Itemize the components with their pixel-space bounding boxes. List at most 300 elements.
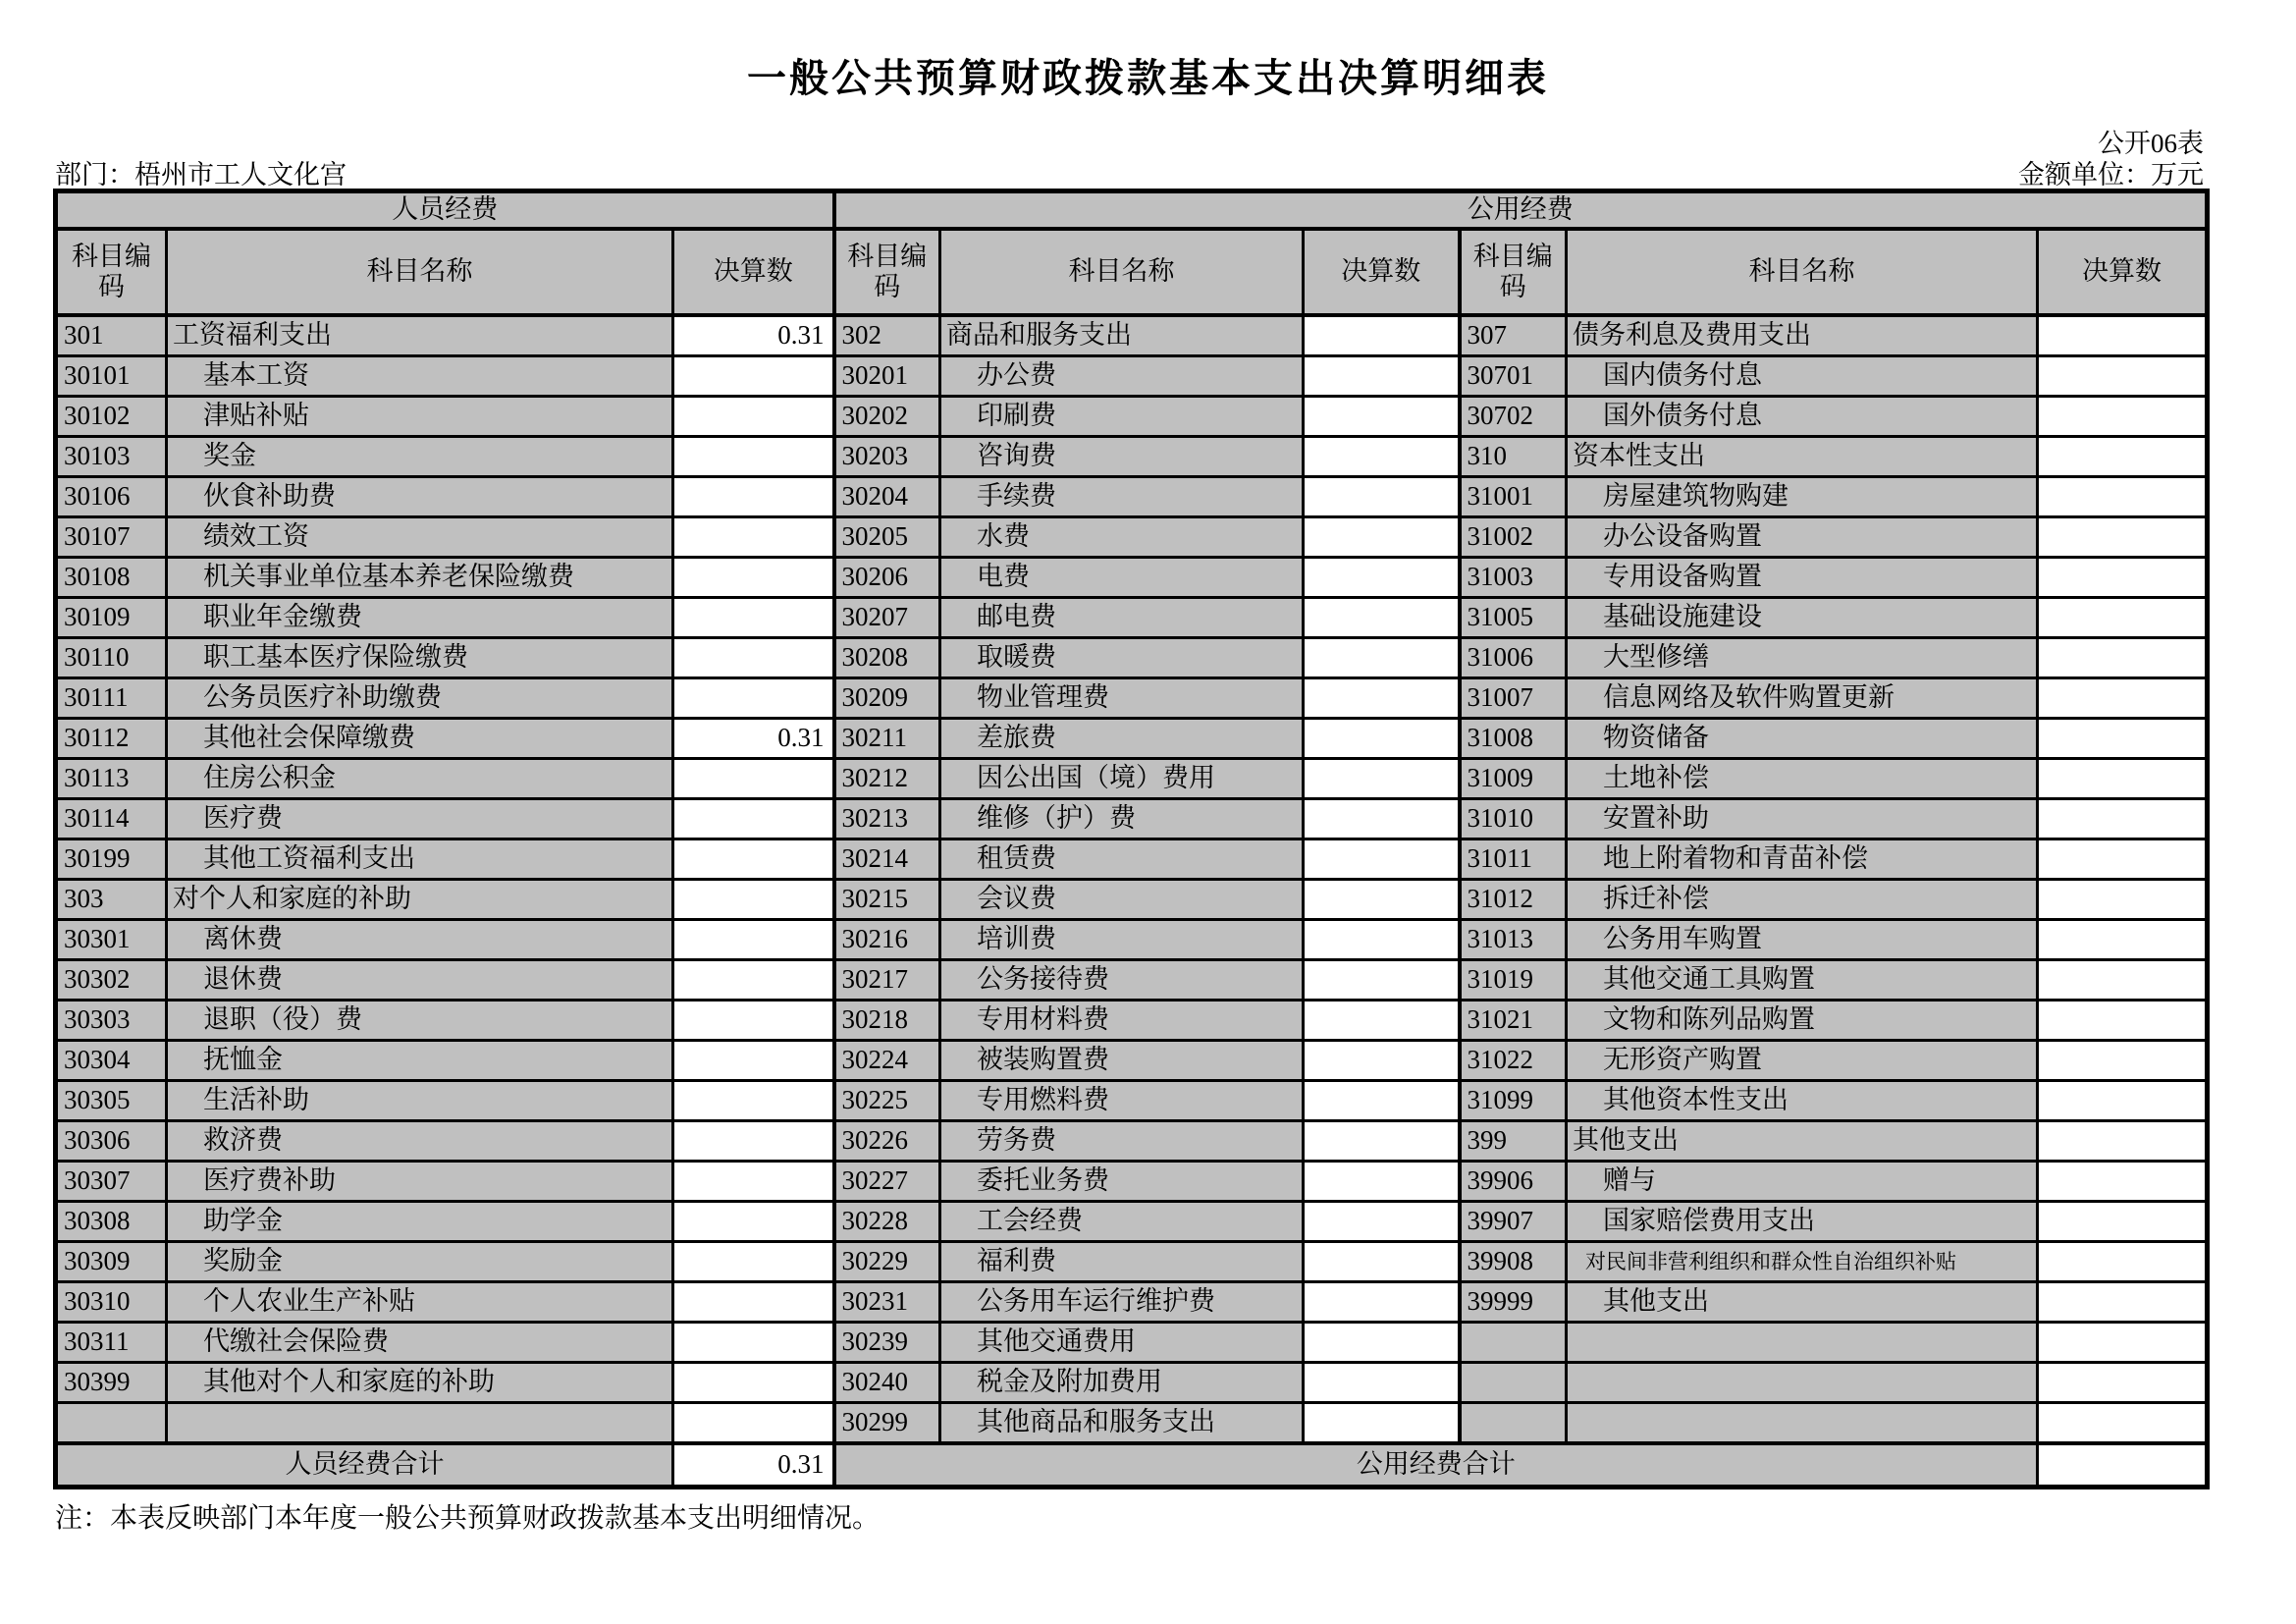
final-amount-cell bbox=[2038, 638, 2208, 678]
subject-name-cell: 物资储备 bbox=[1567, 719, 2038, 759]
subject-name-cell: 医疗费补助 bbox=[167, 1162, 673, 1202]
table-row bbox=[56, 839, 2208, 880]
table-row bbox=[56, 719, 2208, 759]
col-header-subject-name: 科目名称 bbox=[167, 229, 673, 315]
final-amount-cell bbox=[1304, 1363, 1460, 1403]
subject-name-cell: 奖励金 bbox=[167, 1242, 673, 1282]
final-amount-cell bbox=[2038, 437, 2208, 477]
final-amount-cell bbox=[2038, 517, 2208, 558]
subject-code-cell: 30302 bbox=[56, 960, 167, 1001]
subject-code-cell: 31003 bbox=[1460, 558, 1567, 598]
subject-name-cell: 手续费 bbox=[940, 477, 1304, 517]
subject-code-cell: 30202 bbox=[834, 397, 940, 437]
subject-code-cell: 31007 bbox=[1460, 678, 1567, 719]
final-amount-cell bbox=[2038, 960, 2208, 1001]
final-amount-cell bbox=[1304, 638, 1460, 678]
subject-name-cell: 商品和服务支出 bbox=[940, 315, 1304, 356]
subject-code-cell: 30211 bbox=[834, 719, 940, 759]
subject-name-cell: 电费 bbox=[940, 558, 1304, 598]
final-amount-cell bbox=[2038, 356, 2208, 397]
final-amount-cell bbox=[673, 1001, 834, 1041]
table-row bbox=[56, 1282, 2208, 1323]
final-amount-cell bbox=[673, 477, 834, 517]
subject-name-cell bbox=[1567, 1403, 2038, 1444]
final-amount-cell: 0.31 bbox=[673, 719, 834, 759]
subject-code-cell: 30209 bbox=[834, 678, 940, 719]
final-amount-cell bbox=[2038, 839, 2208, 880]
subject-code-cell: 30207 bbox=[834, 598, 940, 638]
page-title: 一般公共预算财政拨款基本支出决算明细表 bbox=[747, 56, 1549, 100]
subject-code-cell: 30228 bbox=[834, 1202, 940, 1242]
subject-code-cell: 30217 bbox=[834, 960, 940, 1001]
table-row bbox=[56, 558, 2208, 598]
final-amount-cell bbox=[1304, 1121, 1460, 1162]
subject-name-cell: 被装购置费 bbox=[940, 1041, 1304, 1081]
subject-name-cell: 医疗费 bbox=[167, 799, 673, 839]
subject-name-cell: 培训费 bbox=[940, 920, 1304, 960]
subject-name-cell: 信息网络及软件购置更新 bbox=[1567, 678, 2038, 719]
subject-name-cell: 专用燃料费 bbox=[940, 1081, 1304, 1121]
subject-code-cell: 30215 bbox=[834, 880, 940, 920]
column-header-row bbox=[56, 229, 2208, 315]
final-amount-cell bbox=[2038, 1121, 2208, 1162]
expenditure-detail-table bbox=[53, 189, 2210, 1489]
subject-name-cell: 债务利息及费用支出 bbox=[1567, 315, 2038, 356]
final-amount-cell bbox=[2038, 315, 2208, 356]
public-total-label: 公用经费合计 bbox=[834, 1443, 2038, 1488]
subject-name-cell: 住房公积金 bbox=[167, 759, 673, 799]
final-amount-cell bbox=[2038, 397, 2208, 437]
subject-name-cell: 抚恤金 bbox=[167, 1041, 673, 1081]
final-amount-cell bbox=[673, 1041, 834, 1081]
table-row bbox=[56, 1121, 2208, 1162]
col-header-subject-name: 科目名称 bbox=[940, 229, 1304, 315]
final-amount-cell bbox=[1304, 1242, 1460, 1282]
subject-name-cell: 职工基本医疗保险缴费 bbox=[167, 638, 673, 678]
final-amount-cell bbox=[1304, 1403, 1460, 1444]
final-amount-cell bbox=[2038, 759, 2208, 799]
subject-name-cell: 个人农业生产补贴 bbox=[167, 1282, 673, 1323]
final-amount-cell bbox=[673, 1323, 834, 1363]
personnel-group-header: 人员经费 bbox=[56, 191, 834, 230]
col-header-subject-code: 科目编码 bbox=[1460, 229, 1567, 315]
subject-name-cell: 伙食补助费 bbox=[167, 477, 673, 517]
subject-code-cell: 307 bbox=[1460, 315, 1567, 356]
subject-name-cell: 咨询费 bbox=[940, 437, 1304, 477]
subject-code-cell: 30205 bbox=[834, 517, 940, 558]
final-amount-cell bbox=[1304, 437, 1460, 477]
final-amount-cell bbox=[673, 1121, 834, 1162]
subject-code-cell: 30305 bbox=[56, 1081, 167, 1121]
subject-name-cell: 基础设施建设 bbox=[1567, 598, 2038, 638]
subject-name-cell: 专用材料费 bbox=[940, 1001, 1304, 1041]
footnote: 注：本表反映部门本年度一般公共预算财政拨款基本支出明细情况。 bbox=[55, 1503, 881, 1534]
final-amount-cell bbox=[2038, 1202, 2208, 1242]
final-amount-cell bbox=[673, 1282, 834, 1323]
subject-code-cell: 39908 bbox=[1460, 1242, 1567, 1282]
subject-code-cell: 31099 bbox=[1460, 1081, 1567, 1121]
final-amount-cell bbox=[2038, 678, 2208, 719]
subject-code-cell bbox=[1460, 1323, 1567, 1363]
final-amount-cell bbox=[1304, 477, 1460, 517]
subject-code-cell: 30304 bbox=[56, 1041, 167, 1081]
subject-name-cell: 会议费 bbox=[940, 880, 1304, 920]
col-header-final-amount: 决算数 bbox=[1304, 229, 1460, 315]
table-row bbox=[56, 1323, 2208, 1363]
table-row bbox=[56, 920, 2208, 960]
subject-code-cell: 30204 bbox=[834, 477, 940, 517]
final-amount-cell bbox=[1304, 397, 1460, 437]
subject-name-cell: 公务员医疗补助缴费 bbox=[167, 678, 673, 719]
col-header-final-amount: 决算数 bbox=[2038, 229, 2208, 315]
subject-name-cell bbox=[1567, 1323, 2038, 1363]
subject-code-cell: 30199 bbox=[56, 839, 167, 880]
subject-name-cell: 其他资本性支出 bbox=[1567, 1081, 2038, 1121]
final-amount-cell bbox=[673, 839, 834, 880]
subject-code-cell: 30213 bbox=[834, 799, 940, 839]
final-amount-cell bbox=[2038, 558, 2208, 598]
subject-name-cell: 其他社会保障缴费 bbox=[167, 719, 673, 759]
final-amount-cell bbox=[2038, 1363, 2208, 1403]
final-amount-cell bbox=[2038, 598, 2208, 638]
subject-code-cell: 30214 bbox=[834, 839, 940, 880]
subject-code-cell: 39999 bbox=[1460, 1282, 1567, 1323]
final-amount-cell bbox=[673, 558, 834, 598]
subject-code-cell: 30113 bbox=[56, 759, 167, 799]
final-amount-cell bbox=[673, 920, 834, 960]
subject-name-cell: 国内债务付息 bbox=[1567, 356, 2038, 397]
personnel-total-value: 0.31 bbox=[673, 1443, 834, 1488]
subject-code-cell: 30307 bbox=[56, 1162, 167, 1202]
public-group-header: 公用经费 bbox=[834, 191, 2208, 230]
subject-name-cell: 公务用车运行维护费 bbox=[940, 1282, 1304, 1323]
table-row bbox=[56, 1162, 2208, 1202]
final-amount-cell bbox=[1304, 558, 1460, 598]
subject-code-cell: 30309 bbox=[56, 1242, 167, 1282]
subject-name-cell: 救济费 bbox=[167, 1121, 673, 1162]
subject-code-cell: 30208 bbox=[834, 638, 940, 678]
subject-code-cell: 30203 bbox=[834, 437, 940, 477]
subject-code-cell: 31012 bbox=[1460, 880, 1567, 920]
subject-name-cell: 其他交通费用 bbox=[940, 1323, 1304, 1363]
subject-code-cell: 30299 bbox=[834, 1403, 940, 1444]
subject-name-cell: 机关事业单位基本养老保险缴费 bbox=[167, 558, 673, 598]
final-amount-cell bbox=[1304, 920, 1460, 960]
final-amount-cell bbox=[673, 1363, 834, 1403]
col-header-subject-code: 科目编码 bbox=[834, 229, 940, 315]
subject-code-cell: 30201 bbox=[834, 356, 940, 397]
final-amount-cell bbox=[2038, 477, 2208, 517]
final-amount-cell bbox=[1304, 1202, 1460, 1242]
subject-name-cell: 邮电费 bbox=[940, 598, 1304, 638]
table-row bbox=[56, 1363, 2208, 1403]
subject-code-cell: 301 bbox=[56, 315, 167, 356]
final-amount-cell bbox=[673, 799, 834, 839]
final-amount-cell bbox=[2038, 1282, 2208, 1323]
subject-code-cell: 30206 bbox=[834, 558, 940, 598]
final-amount-cell bbox=[1304, 1162, 1460, 1202]
final-amount-cell bbox=[1304, 1282, 1460, 1323]
final-amount-cell bbox=[2038, 1162, 2208, 1202]
final-amount-cell bbox=[673, 678, 834, 719]
subject-name-cell: 办公费 bbox=[940, 356, 1304, 397]
subject-code-cell: 30102 bbox=[56, 397, 167, 437]
final-amount-cell: 0.31 bbox=[673, 315, 834, 356]
subject-name-cell: 文物和陈列品购置 bbox=[1567, 1001, 2038, 1041]
table-row bbox=[56, 1001, 2208, 1041]
subject-code-cell: 30311 bbox=[56, 1323, 167, 1363]
subject-code-cell: 30109 bbox=[56, 598, 167, 638]
final-amount-cell bbox=[673, 397, 834, 437]
subject-name-cell: 其他支出 bbox=[1567, 1282, 2038, 1323]
subject-name-cell: 土地补偿 bbox=[1567, 759, 2038, 799]
subject-code-cell: 302 bbox=[834, 315, 940, 356]
final-amount-cell bbox=[673, 517, 834, 558]
table-row bbox=[56, 397, 2208, 437]
subject-name-cell: 物业管理费 bbox=[940, 678, 1304, 719]
table-row bbox=[56, 315, 2208, 356]
subject-name-cell: 资本性支出 bbox=[1567, 437, 2038, 477]
subject-name-cell: 退休费 bbox=[167, 960, 673, 1001]
subject-name-cell: 差旅费 bbox=[940, 719, 1304, 759]
subject-name-cell: 工资福利支出 bbox=[167, 315, 673, 356]
table-row bbox=[56, 799, 2208, 839]
final-amount-cell bbox=[1304, 1081, 1460, 1121]
final-amount-cell bbox=[2038, 880, 2208, 920]
subject-code-cell: 30308 bbox=[56, 1202, 167, 1242]
final-amount-cell bbox=[2038, 1403, 2208, 1444]
subject-code-cell: 30224 bbox=[834, 1041, 940, 1081]
subject-code-cell: 30112 bbox=[56, 719, 167, 759]
subject-code-cell: 30106 bbox=[56, 477, 167, 517]
subject-name-cell: 无形资产购置 bbox=[1567, 1041, 2038, 1081]
final-amount-cell bbox=[1304, 719, 1460, 759]
subject-name-cell: 基本工资 bbox=[167, 356, 673, 397]
table-row bbox=[56, 598, 2208, 638]
subject-code-cell: 30108 bbox=[56, 558, 167, 598]
subject-name-cell: 地上附着物和青苗补偿 bbox=[1567, 839, 2038, 880]
group-header-row bbox=[56, 191, 2208, 230]
final-amount-cell bbox=[2038, 1001, 2208, 1041]
subject-name-cell: 其他商品和服务支出 bbox=[940, 1403, 1304, 1444]
subject-name-cell: 其他工资福利支出 bbox=[167, 839, 673, 880]
subject-code-cell: 30225 bbox=[834, 1081, 940, 1121]
table-row bbox=[56, 678, 2208, 719]
department-label: 部门：梧州市工人文化宫 bbox=[55, 160, 347, 189]
final-amount-cell bbox=[2038, 1242, 2208, 1282]
subject-code-cell: 30110 bbox=[56, 638, 167, 678]
table-row bbox=[56, 960, 2208, 1001]
final-amount-cell bbox=[1304, 315, 1460, 356]
subject-code-cell: 399 bbox=[1460, 1121, 1567, 1162]
final-amount-cell bbox=[1304, 1001, 1460, 1041]
subject-code-cell: 30702 bbox=[1460, 397, 1567, 437]
subject-name-cell: 对民间非营利组织和群众性自治组织补贴 bbox=[1567, 1242, 2038, 1282]
final-amount-cell bbox=[2038, 719, 2208, 759]
subject-name-cell: 代缴社会保险费 bbox=[167, 1323, 673, 1363]
final-amount-cell bbox=[673, 759, 834, 799]
subject-name-cell bbox=[167, 1403, 673, 1444]
col-header-subject-code: 科目编码 bbox=[56, 229, 167, 315]
subject-code-cell: 31021 bbox=[1460, 1001, 1567, 1041]
form-code-label: 公开06表 bbox=[2098, 129, 2204, 158]
final-amount-cell bbox=[673, 437, 834, 477]
final-amount-cell bbox=[2038, 1323, 2208, 1363]
subject-code-cell: 30240 bbox=[834, 1363, 940, 1403]
table-row bbox=[56, 356, 2208, 397]
table-row bbox=[56, 1202, 2208, 1242]
subject-code-cell: 39906 bbox=[1460, 1162, 1567, 1202]
subject-code-cell: 31022 bbox=[1460, 1041, 1567, 1081]
final-amount-cell bbox=[2038, 1041, 2208, 1081]
subject-name-cell: 因公出国（境）费用 bbox=[940, 759, 1304, 799]
subject-name-cell: 税金及附加费用 bbox=[940, 1363, 1304, 1403]
subject-name-cell: 助学金 bbox=[167, 1202, 673, 1242]
subject-code-cell: 30701 bbox=[1460, 356, 1567, 397]
subject-code-cell: 31011 bbox=[1460, 839, 1567, 880]
subject-code-cell: 310 bbox=[1460, 437, 1567, 477]
subject-name-cell: 工会经费 bbox=[940, 1202, 1304, 1242]
subject-name-cell: 奖金 bbox=[167, 437, 673, 477]
subject-code-cell: 31006 bbox=[1460, 638, 1567, 678]
table-row bbox=[56, 477, 2208, 517]
final-amount-cell bbox=[1304, 1323, 1460, 1363]
table-row bbox=[56, 638, 2208, 678]
subject-name-cell: 对个人和家庭的补助 bbox=[167, 880, 673, 920]
subject-code-cell: 30107 bbox=[56, 517, 167, 558]
subject-code-cell: 31019 bbox=[1460, 960, 1567, 1001]
subject-code-cell: 30231 bbox=[834, 1282, 940, 1323]
final-amount-cell bbox=[673, 1081, 834, 1121]
final-amount-cell bbox=[1304, 1041, 1460, 1081]
subject-code-cell: 30111 bbox=[56, 678, 167, 719]
subject-name-cell: 退职（役）费 bbox=[167, 1001, 673, 1041]
subject-code-cell: 30103 bbox=[56, 437, 167, 477]
final-amount-cell bbox=[1304, 517, 1460, 558]
subject-code-cell: 30310 bbox=[56, 1282, 167, 1323]
amount-unit-label: 金额单位：万元 bbox=[2018, 160, 2204, 189]
subject-name-cell: 拆迁补偿 bbox=[1567, 880, 2038, 920]
table-row bbox=[56, 1041, 2208, 1081]
subject-name-cell: 生活补助 bbox=[167, 1081, 673, 1121]
subject-name-cell: 职业年金缴费 bbox=[167, 598, 673, 638]
subject-name-cell: 水费 bbox=[940, 517, 1304, 558]
final-amount-cell bbox=[673, 1242, 834, 1282]
subject-name-cell: 其他交通工具购置 bbox=[1567, 960, 2038, 1001]
final-amount-cell bbox=[673, 638, 834, 678]
subject-name-cell: 房屋建筑物购建 bbox=[1567, 477, 2038, 517]
subject-name-cell: 取暖费 bbox=[940, 638, 1304, 678]
subject-code-cell bbox=[1460, 1363, 1567, 1403]
subject-code-cell: 30227 bbox=[834, 1162, 940, 1202]
subject-code-cell: 31002 bbox=[1460, 517, 1567, 558]
subject-code-cell: 30216 bbox=[834, 920, 940, 960]
subject-name-cell: 绩效工资 bbox=[167, 517, 673, 558]
col-header-subject-name: 科目名称 bbox=[1567, 229, 2038, 315]
subject-name-cell: 安置补助 bbox=[1567, 799, 2038, 839]
subject-name-cell: 专用设备购置 bbox=[1567, 558, 2038, 598]
subject-code-cell: 30306 bbox=[56, 1121, 167, 1162]
subject-code-cell: 30301 bbox=[56, 920, 167, 960]
subject-name-cell: 印刷费 bbox=[940, 397, 1304, 437]
subject-name-cell: 劳务费 bbox=[940, 1121, 1304, 1162]
totals-row bbox=[56, 1443, 2208, 1488]
table-row bbox=[56, 437, 2208, 477]
subject-code-cell: 30229 bbox=[834, 1242, 940, 1282]
subject-code-cell: 303 bbox=[56, 880, 167, 920]
subject-name-cell: 办公设备购置 bbox=[1567, 517, 2038, 558]
table-row bbox=[56, 1242, 2208, 1282]
final-amount-cell bbox=[673, 1202, 834, 1242]
final-amount-cell bbox=[673, 960, 834, 1001]
subject-name-cell: 离休费 bbox=[167, 920, 673, 960]
subject-code-cell: 31010 bbox=[1460, 799, 1567, 839]
subject-name-cell: 公务接待费 bbox=[940, 960, 1304, 1001]
final-amount-cell bbox=[2038, 920, 2208, 960]
subject-code-cell: 30303 bbox=[56, 1001, 167, 1041]
subject-name-cell: 维修（护）费 bbox=[940, 799, 1304, 839]
public-total-value bbox=[2038, 1443, 2208, 1488]
subject-code-cell: 31005 bbox=[1460, 598, 1567, 638]
subject-code-cell: 31008 bbox=[1460, 719, 1567, 759]
final-amount-cell bbox=[1304, 598, 1460, 638]
final-amount-cell bbox=[673, 1162, 834, 1202]
subject-code-cell: 30239 bbox=[834, 1323, 940, 1363]
subject-name-cell: 委托业务费 bbox=[940, 1162, 1304, 1202]
subject-name-cell: 大型修缮 bbox=[1567, 638, 2038, 678]
final-amount-cell bbox=[1304, 678, 1460, 719]
subject-name-cell: 国外债务付息 bbox=[1567, 397, 2038, 437]
final-amount-cell bbox=[673, 356, 834, 397]
subject-code-cell: 31001 bbox=[1460, 477, 1567, 517]
subject-name-cell: 福利费 bbox=[940, 1242, 1304, 1282]
final-amount-cell bbox=[2038, 799, 2208, 839]
personnel-total-label: 人员经费合计 bbox=[56, 1443, 673, 1488]
subject-name-cell: 公务用车购置 bbox=[1567, 920, 2038, 960]
table-row bbox=[56, 880, 2208, 920]
subject-name-cell: 其他支出 bbox=[1567, 1121, 2038, 1162]
subject-code-cell: 30218 bbox=[834, 1001, 940, 1041]
final-amount-cell bbox=[1304, 960, 1460, 1001]
subject-code-cell: 31009 bbox=[1460, 759, 1567, 799]
col-header-final-amount: 决算数 bbox=[673, 229, 834, 315]
subject-code-cell: 30399 bbox=[56, 1363, 167, 1403]
subject-code-cell: 39907 bbox=[1460, 1202, 1567, 1242]
subject-code-cell bbox=[1460, 1403, 1567, 1444]
subject-code-cell: 30101 bbox=[56, 356, 167, 397]
subject-name-cell: 租赁费 bbox=[940, 839, 1304, 880]
subject-name-cell: 国家赔偿费用支出 bbox=[1567, 1202, 2038, 1242]
final-amount-cell bbox=[673, 1403, 834, 1444]
final-amount-cell bbox=[1304, 880, 1460, 920]
subject-code-cell: 30212 bbox=[834, 759, 940, 799]
table-row bbox=[56, 1081, 2208, 1121]
final-amount-cell bbox=[1304, 759, 1460, 799]
subject-name-cell: 津贴补贴 bbox=[167, 397, 673, 437]
final-amount-cell bbox=[673, 880, 834, 920]
subject-code-cell: 30226 bbox=[834, 1121, 940, 1162]
subject-name-cell bbox=[1567, 1363, 2038, 1403]
final-amount-cell bbox=[1304, 839, 1460, 880]
subject-code-cell bbox=[56, 1403, 167, 1444]
final-amount-cell bbox=[1304, 356, 1460, 397]
subject-code-cell: 31013 bbox=[1460, 920, 1567, 960]
subject-name-cell: 赠与 bbox=[1567, 1162, 2038, 1202]
table-row bbox=[56, 517, 2208, 558]
final-amount-cell bbox=[1304, 799, 1460, 839]
table-row bbox=[56, 1403, 2208, 1444]
final-amount-cell bbox=[2038, 1081, 2208, 1121]
